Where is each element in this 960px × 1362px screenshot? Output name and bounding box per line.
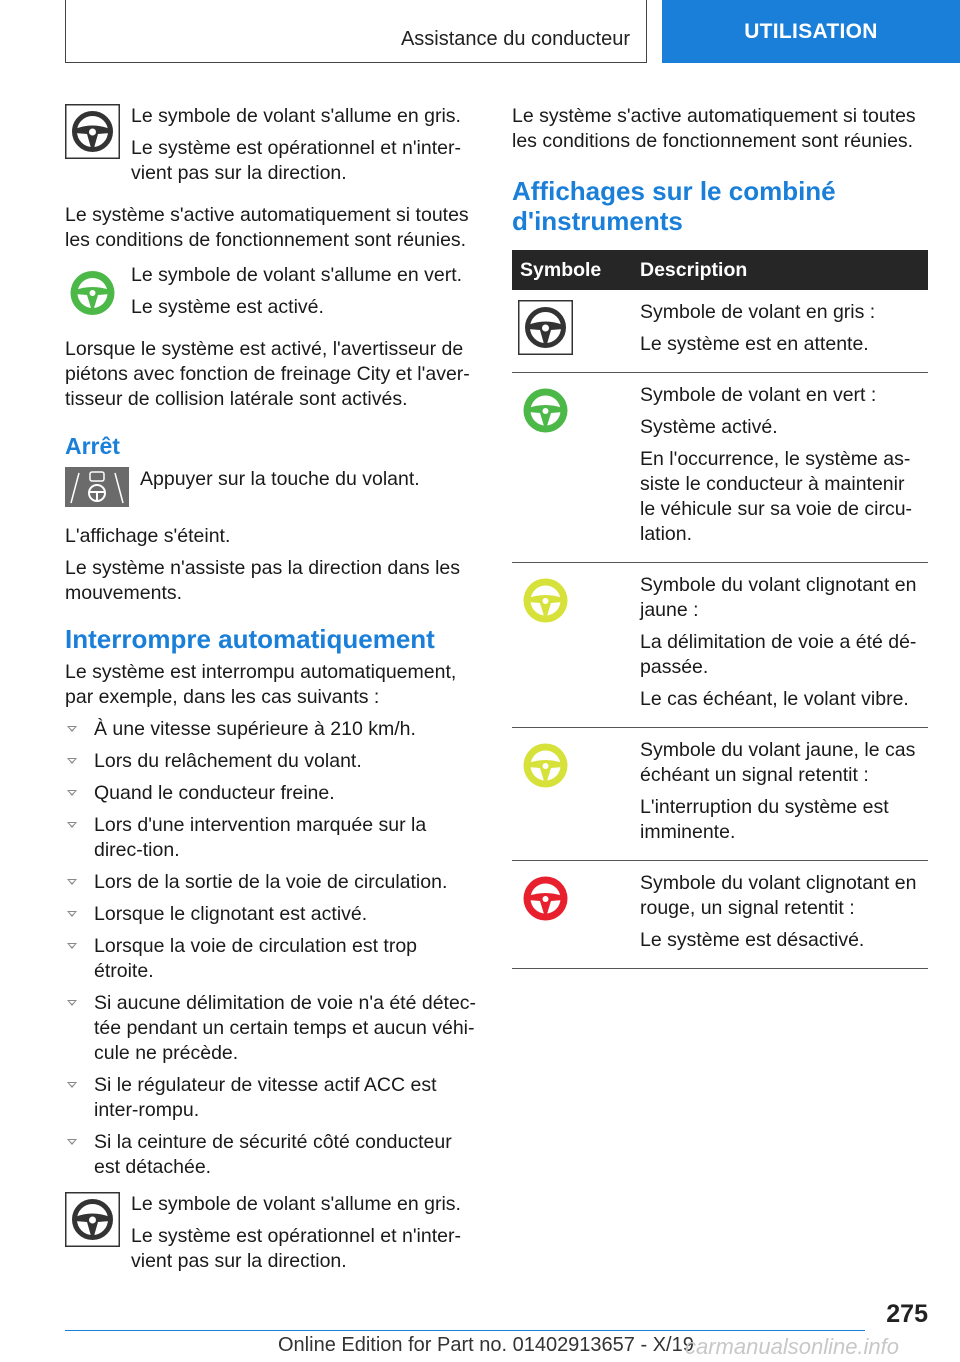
- interrupt-heading: Interrompre automatiquement: [65, 624, 435, 654]
- steering-assist-button-icon: [65, 467, 129, 514]
- text-line: Système activé.: [640, 416, 778, 438]
- steering-wheel-gray-icon: [512, 290, 632, 373]
- gray-wheel-block-2: [65, 1192, 477, 1281]
- text-line: Le système est désactivé.: [640, 929, 865, 951]
- text-line: En l'occurrence, le système as-siste le conducteur à maintenir le véhicule sur sa voie de circu-lation.: [640, 448, 913, 545]
- steering-wheel-green-icon: [512, 373, 632, 563]
- steering-wheel-gray-icon: [65, 104, 120, 166]
- text-line: Symbole de volant en vert :: [640, 384, 877, 406]
- table-row: [512, 373, 928, 563]
- text-line: Le cas échéant, le volant vibre.: [640, 688, 909, 710]
- header-chapter-tab[interactable]: UTILISATION: [662, 0, 960, 63]
- list-item: Si le régulateur de vitesse actif ACC est inter-rompu.: [65, 1073, 477, 1123]
- list-item: Lors du relâchement du volant.: [65, 749, 477, 774]
- section-heading: Affichages sur le combiné d'instruments: [512, 176, 836, 236]
- text-line: Le symbole de volant s'allume en gris.: [131, 105, 461, 127]
- steering-wheel-gray-icon: [65, 1192, 120, 1254]
- list-item: Si aucune délimitation de voie n'a été détec-tée pendant un certain temps et aucun véhi-cule ne précède.: [65, 991, 477, 1066]
- text-line: Symbole de volant en gris :: [640, 301, 876, 323]
- gray-wheel-block: [65, 104, 477, 193]
- watermark: carmanualsonline.info: [685, 1334, 900, 1359]
- list-item: Lorsque le clignotant est activé.: [65, 902, 477, 927]
- paragraph: Le système s'active automatiquement si toutes les conditions de fonctionnement sont réunies.: [512, 105, 916, 152]
- paragraph: L'affichage s'éteint.: [65, 525, 231, 547]
- page-number: 275: [886, 1300, 928, 1328]
- text-line: Le symbole de volant s'allume en vert.: [131, 264, 463, 286]
- steering-wheel-red-icon: [512, 861, 632, 969]
- text-line: Le symbole de volant s'allume en gris.: [131, 1193, 461, 1215]
- stop-block: [65, 467, 477, 514]
- steering-wheel-yellow-icon: [512, 728, 632, 861]
- text-line: Symbole du volant jaune, le cas échéant un signal retentit :: [640, 739, 916, 786]
- right-column: [512, 104, 928, 969]
- text-line: La délimitation de voie a été dé-passée.: [640, 631, 917, 678]
- stop-heading: Arrêt: [65, 433, 120, 459]
- left-column: [65, 104, 477, 1291]
- table-row: [512, 728, 928, 861]
- text-line: Symbole du volant clignotant en jaune :: [640, 574, 917, 621]
- interrupt-list: [65, 717, 477, 1180]
- list-item: Lorsque la voie de circulation est trop étroite.: [65, 934, 477, 984]
- text-line: Le système est opérationnel et n'inter-vient pas sur la direction.: [131, 1225, 461, 1272]
- steering-wheel-yellow-icon: [512, 563, 632, 728]
- green-wheel-block: [65, 263, 477, 327]
- col-header-symbol: Symbole: [512, 250, 632, 290]
- text-line: Symbole du volant clignotant en rouge, un signal retentit :: [640, 872, 917, 919]
- text-line: Appuyer sur la touche du volant.: [140, 468, 420, 490]
- table-row: [512, 290, 928, 373]
- list-item: Si la ceinture de sécurité côté conducteur est détachée.: [65, 1130, 477, 1180]
- paragraph: Lorsque le système est activé, l'avertisseur de piétons avec fonction de freinage City et l'aver-tisseur de collision latérale sont activés.: [65, 338, 470, 410]
- footer-divider: [65, 1330, 865, 1331]
- table-row: [512, 861, 928, 969]
- text-line: L'interruption du système est imminente.: [640, 796, 889, 843]
- list-item: Quand le conducteur freine.: [65, 781, 477, 806]
- list-item: Lors d'une intervention marquée sur la direc-tion.: [65, 813, 477, 863]
- text-line: Le système est activé.: [131, 296, 324, 318]
- steering-wheel-green-icon: [65, 263, 120, 325]
- header-section-title: Assistance du conducteur: [400, 28, 630, 50]
- paragraph: Le système n'assiste pas la direction dans les mouvements.: [65, 557, 461, 604]
- paragraph: Le système s'active automatiquement si toutes les conditions de fonctionnement sont réunies.: [65, 204, 469, 251]
- text-line: Le système est opérationnel et n'inter-vient pas sur la direction.: [131, 137, 461, 184]
- text-line: Le système est en attente.: [640, 333, 869, 355]
- list-item: À une vitesse supérieure à 210 km/h.: [65, 717, 477, 742]
- symbol-table: [512, 250, 928, 969]
- table-row: [512, 563, 928, 728]
- col-header-description: Description: [632, 250, 928, 290]
- list-item: Lors de la sortie de la voie de circulation.: [65, 870, 477, 895]
- footer-edition: Online Edition for Part no. 01402913657 - X/19: [278, 1334, 694, 1356]
- paragraph: Le système est interrompu automatiquement, par exemple, dans les cas suivants :: [65, 661, 457, 708]
